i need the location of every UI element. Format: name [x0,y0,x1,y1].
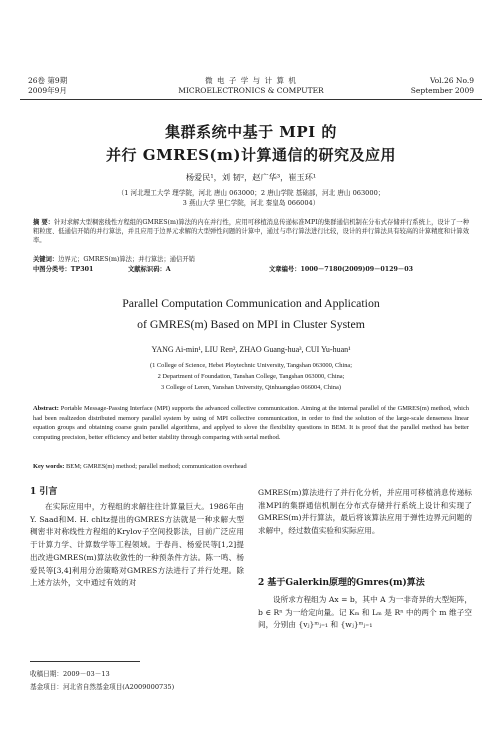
title-en-line1: Parallel Computation Communication and Application [122,296,380,310]
keywords-en [33,462,469,471]
volume-issue-en: Vol.26 No.9 [429,76,474,85]
header-rule [20,99,482,100]
affiliation-en-1: (1 College of Science, Hebei Ploytechnic University, Tangshan 063000, China; [149,362,353,369]
keywords-cn-text: 边界元；GMRES(m)算法；并行算法；通信开销 [58,256,195,263]
section-2-heading: 2 基于Galerkin原理的Gmres(m)算法 [258,578,425,588]
abstract-cn-text: 针对求解大型稠密线性方程组的GMRES(m)算法的内在并行性，应用可移植消息传递标准MPI的集群通信机制在分布式存储并行系统上，设计了一种粗粒度、低通信开销的并行算法，并且应用于边界元求解的大型弹性问题的计算中，通过与串行算法进行比较，设计的并行算法具有较高的计算精度和计算效率。 [33,219,469,245]
journal-volume-en [411,76,474,96]
document-code: 文献标识码：A [128,266,171,273]
section-1-heading: 1 引言 [30,487,58,497]
section-1-paragraph: 在实际应用中，方程组的求解往往计算量巨大。1986年由Y. Saad和M. H. chltz提出的GMRES方法就是一种求解大型稠密非对称线性方程组的Krylov子空间投影法，目前广泛应用于计算力学、计算数学等工程领域。于春肖、杨爱民等[1,2]提出改进GMRES(m)算法收敛性的一种预条件方法。陈一鸣、杨爱民等[3,4]利用分治策略对GMRES方法进行了并行处理。除上述方法外，文中通过有效的对 [30,502,244,588]
abstract-en-text: Portable Message-Passing Interface (MPI) supports the advanced collective communication. Aiming at the internal parallel of the GMRES(m) method, which had been realizedon distributed memory parallel system by using of MPI collective communication, in order to find the solution of the large-scale denseness linear equation groups and obtaining coarse grain parallel algorithms, and applyed to slove the flexibility questions in BEM. It is proof that the parallel method has better computing precision, better efficiency and better stability through comparing with serial method. [33,405,469,441]
clc-number: 中图分类号：TP301 [33,266,94,273]
article-number: 文章编号：1000－7180(2009)09－0129－03 [269,266,413,273]
volume-issue: 26卷 第9期 [28,76,68,85]
title-en-line2: of GMRES(m) Based on MPI in Cluster System [137,317,365,331]
classification-line [33,265,469,274]
keywords-cn [33,255,469,264]
issue-date: 2009年9月 [28,86,67,95]
authors-cn: 杨爱民¹，刘 韧²，赵广华³，崔玉环¹ [185,172,317,182]
title-cn-line1: 集群系统中基于 MPI 的 [165,123,337,141]
right-column-paragraph-2: 设所求方程组为 Ax = b，其中 A 为一非奇异的大型矩阵，b ∈ Rⁿ 为一给定向量。记 Kₘ 和 Lₘ 是 Rⁿ 中的两个 m 维子空间，分别由 {vⱼ}ᵐⱼ₌₁ 和 {wⱼ}ᵐⱼ₌₁ [258,595,472,630]
footnote-rule [30,661,140,662]
abstract-cn [33,218,469,246]
affiliation-cn-line1: （1 河北理工大学 理学院，河北 唐山 063000；2 唐山学院 基础部，河北 唐山 063000； [117,189,385,197]
issue-date-en: September 2009 [410,86,474,95]
abstract-en-label: Abstract: [33,405,59,412]
affiliation-en-2: 2 Department of Foundation, Tanshan College, Tangshan 063000, China; [157,373,345,380]
affiliation-en-3: 3 College of Leren, Yanshan University, Qinhuangdao 066004, China) [161,384,341,391]
title-cn-line2: 并行 GMRES(m)计算通信的研究及应用 [106,146,396,164]
abstract-en [33,404,469,442]
keywords-en-label: Key words: [33,463,65,470]
fund-project: 基金项目：河北省自然基金项目(A2009000735) [30,683,175,691]
abstract-cn-label: 摘 要： [33,219,55,226]
right-column-paragraph-1: GMRES(m)算法进行了并行化分析，并应用可移植消息传递标准MPI的集群通信机制在分布式存储并行系统上设计和实现了GMRES(m)并行算法，最后将该算法应用于弹性边界元问题的求解中，经过数值实验和实际应用。 [258,488,472,536]
keywords-cn-label: 关键词： [33,256,59,263]
authors-en: YANG Ai-min¹, LIU Ren², ZHAO Guang-hua³, CUI Yu-huan¹ [151,345,351,354]
received-date: 收稿日期：2009－03－13 [30,670,110,678]
journal-name-en: MICROELECTRONICS & COMPUTER [178,86,324,95]
affiliation-cn-line2: 3 燕山大学 里仁学院，河北 秦皇岛 066004） [182,199,320,207]
keywords-en-text: BEM; GMRES(m) method; parallel method; communication overhead [66,463,247,470]
journal-name-cn: 微 电 子 学 与 计 算 机 [205,76,297,85]
